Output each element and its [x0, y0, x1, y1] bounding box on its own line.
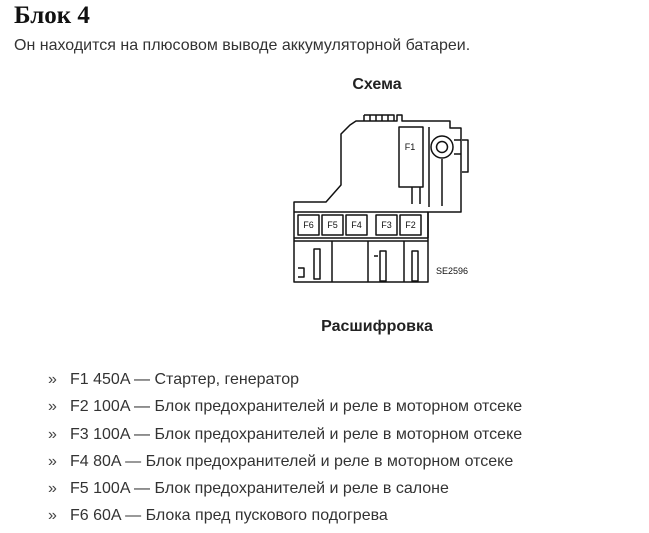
- bullet-icon: »: [48, 507, 57, 525]
- bullet-icon: »: [48, 480, 57, 498]
- fuse-description: F2 100A — Блок предохранителей и реле в моторном отсеке: [70, 398, 523, 416]
- scheme-code: SE2596: [435, 266, 469, 276]
- fuse-list: [48, 369, 522, 533]
- page-title: Блок 4: [14, 2, 90, 29]
- fuse-description: F5 100A — Блок предохранителей и реле в салоне: [70, 480, 449, 498]
- fuse-label-f5: F5: [327, 220, 338, 230]
- list-item: [48, 451, 522, 478]
- scheme-heading: Схема: [352, 76, 402, 93]
- fuse-description: F3 100A — Блок предохранителей и реле в моторном отсеке: [70, 425, 523, 443]
- list-item: [48, 369, 522, 396]
- fuse-label-f1: F1: [404, 142, 416, 152]
- fuse-description: F1 450A — Стартер, генератор: [70, 371, 299, 388]
- decode-heading: Расшифровка: [321, 318, 433, 335]
- bullet-icon: »: [48, 452, 57, 470]
- intro-text: Он находится на плюсовом выводе аккумуляторной батареи.: [14, 37, 471, 54]
- fuse-description: F4 80A — Блок предохранителей и реле в моторном отсеке: [70, 452, 514, 470]
- fuse-label-f3: F3: [381, 220, 392, 230]
- list-item: [48, 505, 522, 532]
- fuse-label-f4: F4: [351, 220, 362, 230]
- list-item: [48, 424, 522, 451]
- bullet-icon: »: [48, 371, 57, 388]
- list-item: [48, 478, 522, 505]
- list-item: [48, 396, 522, 423]
- fuse-label-f2: F2: [405, 220, 416, 230]
- fuse-box-diagram: [290, 110, 490, 290]
- fuse-description: F6 60A — Блока пред пускового подогрева: [70, 507, 388, 525]
- bullet-icon: »: [48, 425, 57, 443]
- fuse-label-f6: F6: [303, 220, 314, 230]
- bullet-icon: »: [48, 398, 57, 416]
